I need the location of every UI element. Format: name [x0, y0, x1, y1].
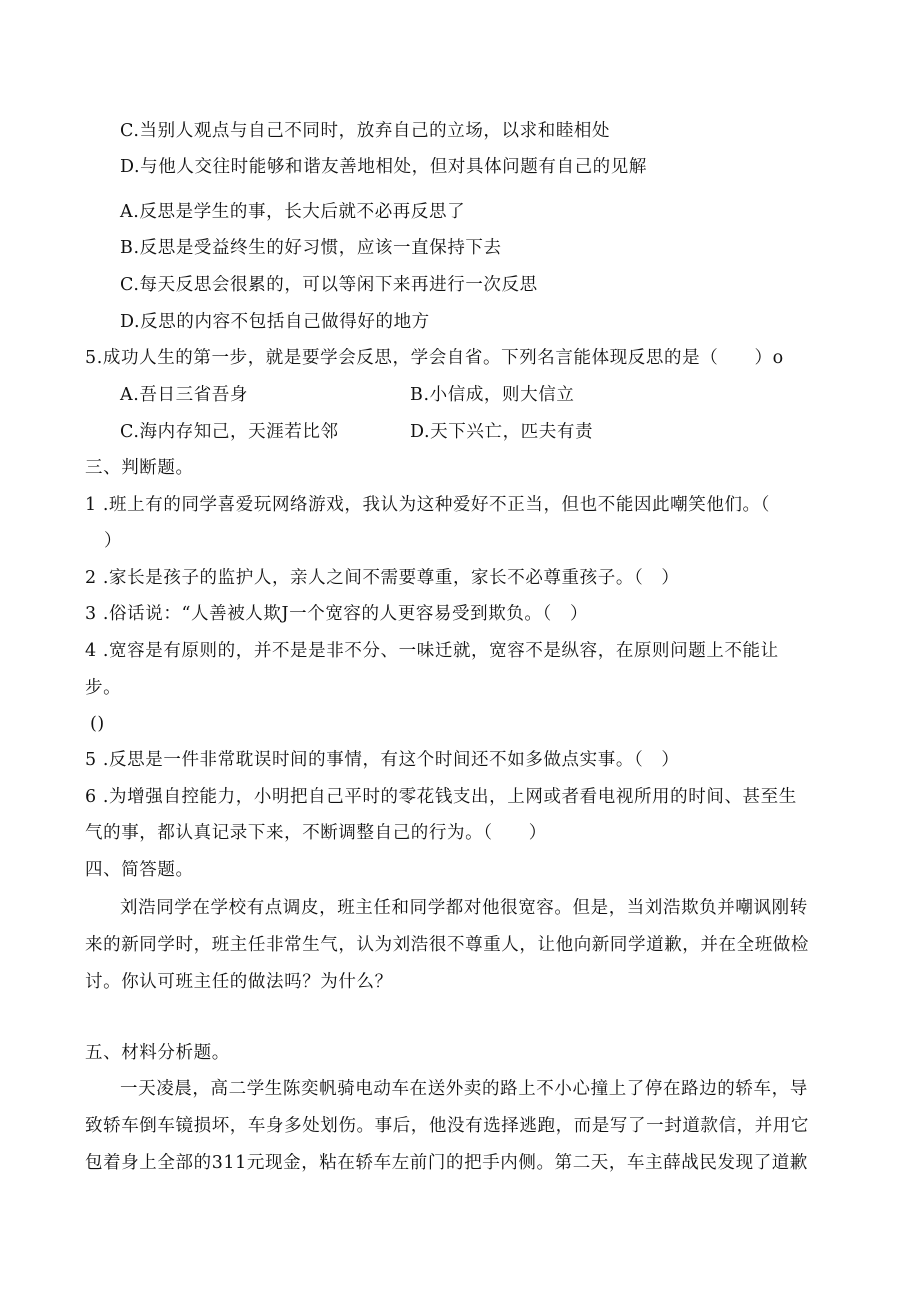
- tf-question-6: 6 .为增强自控能力，小明把自己平时的零花钱支出，上网或者看电视所用的时间、甚至生: [85, 787, 797, 807]
- tf-question-1-cont: ）: [104, 531, 123, 551]
- option-b: B.小信成，则大信立: [410, 385, 575, 405]
- tf-question-3: 3 .俗话说：“人善被人欺J一个宽容的人更容易受到欺负。（ ）: [85, 604, 589, 624]
- question-stem: 5.成功人生的第一步，就是要学会反思，学会自省。下列名言能体现反思的是（ ）o: [85, 348, 784, 368]
- tf-question-4-cont: 步。: [85, 678, 122, 698]
- option-c: C.当别人观点与自己不同时，放弃自己的立场，以求和睦相处: [120, 121, 611, 141]
- paragraph-line: 刘浩同学在学校有点调皮，班主任和同学都对他很宽容。但是，当刘浩欺负并嘲讽刚转: [120, 898, 808, 918]
- section-title: 三、判断题。: [85, 458, 194, 478]
- option-c: C.海内存知己，天涯若比邻: [120, 422, 339, 442]
- tf-question-6-cont: 气的事，都认真记录下来，不断调整自己的行为。（ ）: [85, 823, 547, 843]
- option-d: D.天下兴亡，匹夫有责: [410, 422, 594, 442]
- tf-question-5: 5 .反思是一件非常耽误时间的事情，有这个时间还不如多做点实事。（ ）: [85, 750, 680, 770]
- option-d: D.反思的内容不包括自己做得好的地方: [120, 312, 430, 332]
- tf-question-4-answer: (): [90, 714, 105, 734]
- tf-question-2: 2 .家长是孩子的监护人，亲人之间不需要尊重，家长不必尊重孩子。（ ）: [85, 568, 680, 588]
- tf-question-1: 1 .班上有的同学喜爱玩网络游戏，我认为这种爱好不正当，但也不能因此嘲笑他们。（: [85, 495, 771, 515]
- paragraph-line: 包着身上全部的311元现金，粘在轿车左前门的把手内侧。第二天，车主薛战民发现了道歉: [85, 1153, 808, 1173]
- option-a: A.反思是学生的事，长大后就不必再反思了: [120, 202, 466, 222]
- option-a: A.吾日三省吾身: [120, 385, 249, 405]
- paragraph-line: 来的新同学时，班主任非常生气，认为刘浩很不尊重人，让他向新同学道歉，并在全班做检: [85, 935, 809, 955]
- section-title: 五、材料分析题。: [85, 1043, 230, 1063]
- paragraph-line: 一天凌晨，高二学生陈奕帆骑电动车在送外卖的路上不小心撞上了停在路边的轿车，导: [120, 1079, 808, 1099]
- option-d: D.与他人交往时能够和谐友善地相处，但对具体问题有自己的见解: [120, 157, 647, 177]
- section-title: 四、简答题。: [85, 860, 194, 880]
- paragraph-line: 讨。你认可班主任的做法吗？为什么？: [85, 972, 393, 992]
- tf-question-4: 4 .宽容是有原则的，并不是是非不分、一味迁就，宽容不是纵容，在原则问题上不能让: [85, 641, 779, 661]
- option-b: B.反思是受益终生的好习惯，应该一直保持下去: [120, 238, 502, 258]
- option-c: C.每天反思会很累的，可以等闲下来再进行一次反思: [120, 275, 538, 295]
- paragraph-line: 致轿车倒车镜损坏，车身多处划伤。事后，他没有选择逃跑，而是写了一封道款信，并用它: [85, 1116, 809, 1136]
